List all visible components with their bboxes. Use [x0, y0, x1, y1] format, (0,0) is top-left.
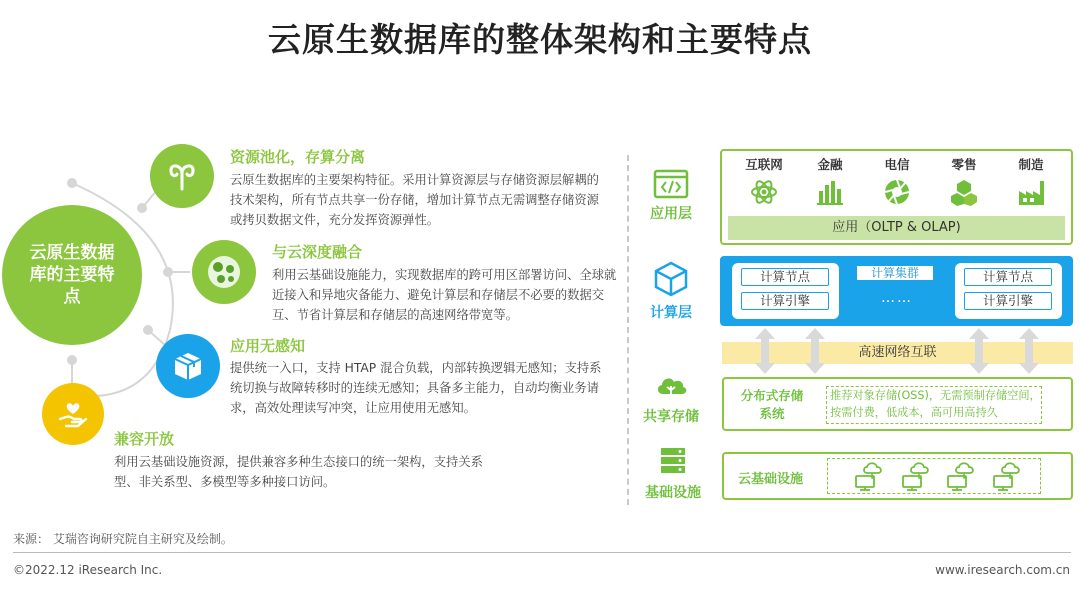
center-label: 云原生数据库的主要特点	[29, 243, 115, 307]
ellipsis: ……	[881, 290, 913, 306]
atom-icon	[749, 177, 779, 207]
feature-description: 云原生数据库的主要架构特征。采用计算资源层与存储资源层解耦的技术架构，所有节点共享一份存储，增加计算节点无需调整存储资源或拷贝数据文件，充分发挥资源弹性。	[230, 173, 599, 227]
compute-layer-label	[650, 260, 692, 322]
infra-layer-label	[645, 446, 701, 502]
code-window-icon	[653, 169, 689, 199]
section-divider	[627, 155, 629, 505]
network-bar: 高速网络互联	[722, 342, 1073, 364]
feature-description: 提供统一入口，支持 HTAP 混合负载，内部转换逻辑无感知；支持系统切换与故障转移时的连续无感知；具备多主能力，自动均衡业务请求，高效处理读写冲突，让应用使用无感知。	[230, 361, 602, 415]
compute-node-label: 计算节点	[741, 268, 829, 286]
server-icon	[658, 446, 688, 478]
app-item-internet	[734, 155, 794, 207]
infra-box-label: 云基础设施	[738, 472, 804, 487]
page-title: 云原生数据库的整体架构和主要特点	[268, 20, 812, 59]
feature-title: 与云深度融合	[272, 243, 363, 261]
feature-title: 兼容开放	[114, 430, 175, 448]
app-item-label: 互联网	[745, 157, 783, 172]
app-item-manufacturing	[1001, 155, 1061, 207]
copyright: ©2022.12 iResearch Inc.	[13, 563, 163, 577]
compute-node-label: 计算节点	[964, 268, 1052, 286]
aperture-icon	[882, 177, 912, 207]
cloud-tree-icon	[653, 372, 689, 402]
cube-icon	[653, 260, 689, 298]
feature-description: 利用云基础设施能力，实现数据库的跨可用区部署访问、全球就近接入和异地灾备能力、避免计算层和存储层不必要的数据交互、节省计算层和存储层的高速网络带宽等。	[272, 268, 617, 322]
app-item-label: 零售	[951, 157, 977, 172]
app-item-label: 金融	[817, 157, 843, 172]
compute-engine-label: 计算引擎	[741, 292, 829, 310]
app-item-telecom	[867, 155, 927, 207]
double-arrow-icon	[754, 327, 776, 375]
compute-engine-label: 计算引擎	[964, 292, 1052, 310]
app-layer-text: 应用层	[650, 206, 692, 222]
cells-icon	[192, 240, 256, 304]
factory-icon	[1016, 177, 1046, 207]
double-arrow-icon	[1018, 327, 1040, 375]
compute-layer-text: 计算层	[650, 305, 692, 321]
heart-hand-icon	[42, 383, 104, 445]
cloud-computer-icon	[944, 460, 978, 492]
app-item-label: 电信	[884, 157, 910, 172]
app-item-finance	[800, 155, 860, 207]
center-circle	[2, 205, 142, 345]
infra-layer-text: 基础设施	[645, 485, 701, 501]
feature-description: 利用云基础设施资源，提供兼容多种生态接口的统一架构，支持关系型、非关系型、多模型等多种接口访问。	[114, 455, 483, 489]
double-arrow-icon	[804, 327, 826, 375]
app-item-label: 制造	[1018, 157, 1044, 172]
feature-title: 资源池化，存算分离	[230, 148, 366, 166]
app-item-retail	[934, 155, 994, 207]
cloud-computer-icon	[899, 460, 933, 492]
storage-layer-label	[643, 372, 699, 426]
feature-title: 应用无感知	[230, 337, 306, 355]
storage-system-label: 分布式存储系统	[740, 388, 804, 421]
app-layer-label	[650, 169, 692, 223]
storage-description: 推荐对象存储(OSS)，无需预制存储空间，按需付费，低成本，高可用高持久	[826, 386, 1042, 424]
double-arrow-icon	[968, 327, 990, 375]
website-link[interactable]: www.iresearch.com.cn	[935, 563, 1070, 577]
bar-chart-icon	[815, 177, 845, 207]
brain-icon	[150, 144, 214, 208]
storage-layer-text: 共享存储	[643, 409, 699, 425]
cloud-computer-icon	[852, 460, 886, 492]
cloud-computer-icon	[990, 460, 1024, 492]
compute-cluster-label: 计算集群	[856, 265, 934, 281]
app-bar: 应用（OLTP & OLAP)	[728, 216, 1065, 240]
source-note: 来源： 艾瑞咨询研究院自主研究及绘制。	[13, 532, 233, 546]
cubes-icon	[949, 177, 979, 207]
footer-divider	[13, 552, 1071, 553]
box-icon	[156, 334, 220, 398]
